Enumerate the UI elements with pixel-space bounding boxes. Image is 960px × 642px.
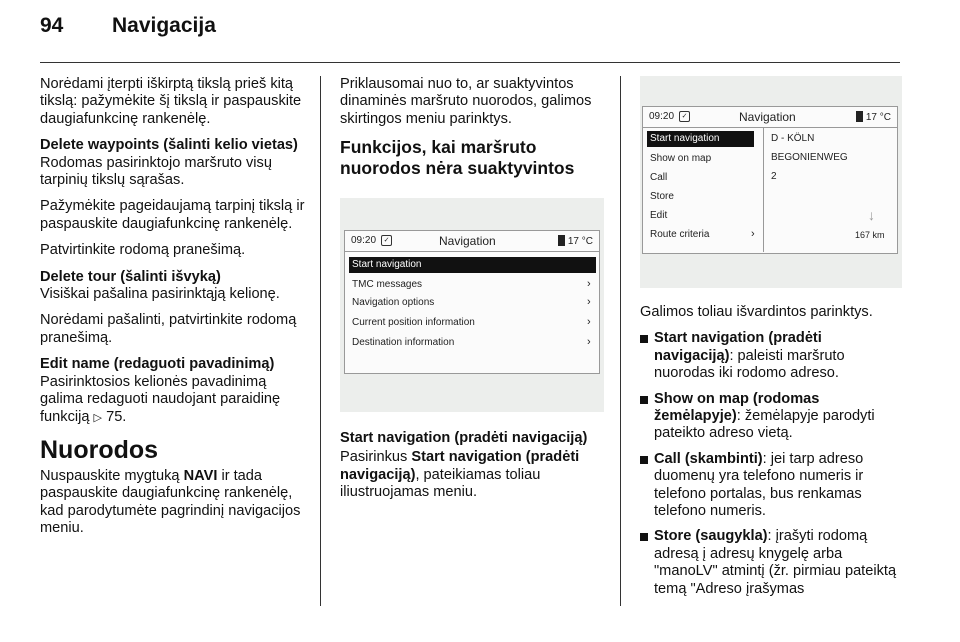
menu-item-start-navigation[interactable]: Start navigation xyxy=(349,257,596,273)
bullet-icon xyxy=(640,335,648,343)
body-text: ir tada paspauskite daugiafunkcinę rankenėlę, kad parodytumėte pagrindinį navigacijos meniu. xyxy=(40,467,301,537)
phone-icon xyxy=(558,235,565,246)
body-text: , pateikiamas toliau iliustruojamas meniu. xyxy=(340,466,541,501)
paragraph xyxy=(40,269,306,304)
bullet-icon xyxy=(640,396,648,404)
menu-item-store[interactable]: Store xyxy=(650,191,674,202)
check-icon: ✓ xyxy=(381,235,392,246)
subsection-heading: Funkcijos, kai maršruto nuorodos nėra suaktyvintos xyxy=(340,137,575,179)
menu-item-navigation-options[interactable]: Navigation options xyxy=(352,297,435,308)
screen-figure-1 xyxy=(340,198,604,412)
menu-item-current-position[interactable]: Current position information xyxy=(352,317,475,328)
column-3 xyxy=(640,304,902,606)
list-item xyxy=(640,391,902,443)
option-description: : žemėlapyje parodyti pateikto adreso vietą. xyxy=(654,408,875,442)
paragraph xyxy=(340,430,604,447)
paragraph xyxy=(40,137,306,189)
body-text: Pasirinkus xyxy=(340,449,408,466)
paragraph: Galimos toliau išvardintos parinktys. xyxy=(640,304,873,320)
option-name: Show on map (rodomas žemėlapyje) xyxy=(654,390,820,425)
subheading: Delete tour (šalinti išvyką) xyxy=(40,268,221,285)
bullet-icon xyxy=(640,456,648,464)
page-title: Navigacija xyxy=(112,14,216,37)
menu-item-call[interactable]: Call xyxy=(650,172,668,183)
menu-item-edit[interactable]: Edit xyxy=(650,210,668,221)
bold-text: Start navigation (pradėti navigaciją) xyxy=(340,449,580,483)
destination-city: D - KÖLN xyxy=(771,133,815,144)
status-bar xyxy=(643,107,897,128)
phone-icon xyxy=(856,111,863,122)
temperature xyxy=(856,111,891,123)
option-description: : paleisti maršruto nuorodas iki rodomo adreso. xyxy=(654,347,845,382)
column-2-lower xyxy=(340,430,604,511)
option-name: Store (saugykla) xyxy=(654,528,768,545)
menu-item-route-criteria[interactable]: Route criteria xyxy=(650,229,710,240)
check-icon: ✓ xyxy=(679,111,690,122)
column-1 xyxy=(40,76,306,547)
paragraph: Norėdami įterpti iškirptą tikslą prieš kitą tikslą: pažymėkite šį tikslą ir paspauskite daugiafunkcinę rankenėlę. xyxy=(40,76,302,127)
navigation-screen xyxy=(642,106,898,254)
body-text: Rodomas pasirinktojo maršruto visų tarpinių tikslų sąrašas. xyxy=(40,154,272,189)
list-item xyxy=(640,330,902,382)
page-number: 94 xyxy=(40,14,64,37)
body-text: Visiškai pašalina pasirinktąją kelionę. xyxy=(40,286,280,303)
option-name: Start navigation (pradėti navigaciją) xyxy=(654,330,822,364)
screen-title: Navigation xyxy=(439,234,496,248)
section-heading: Nuorodos xyxy=(40,435,159,464)
list-item xyxy=(640,451,902,521)
paragraph xyxy=(340,449,604,501)
paragraph: Norėdami pašalinti, patvirtinkite rodomą pranešimą. xyxy=(40,312,297,346)
subheading: Start navigation (pradėti navigaciją) xyxy=(340,430,588,446)
chevron-right-icon: › xyxy=(587,296,591,308)
screen-figure-2 xyxy=(640,76,902,288)
temperature xyxy=(558,235,593,247)
option-description: : jei tarp adreso duomenų yra telefono numeris ir telefono portalas, bus renkamas telefono numeris. xyxy=(654,450,864,520)
paragraph xyxy=(40,356,306,427)
chevron-right-icon: › xyxy=(587,278,591,290)
chevron-right-icon: › xyxy=(751,228,755,240)
arrow-down-icon: ↓ xyxy=(868,207,875,223)
clock-time: 09:20 xyxy=(649,111,675,122)
option-name: Call (skambinti) xyxy=(654,450,763,467)
page-ref: 75. xyxy=(106,408,127,425)
status-bar xyxy=(345,231,599,252)
subheading: Delete waypoints (šalinti kelio vietas) xyxy=(40,137,298,154)
menu-item-start-navigation[interactable]: Start navigation xyxy=(647,131,754,147)
menu-item-show-on-map[interactable]: Show on map xyxy=(650,153,712,164)
bullet-icon xyxy=(640,533,648,541)
subheading: Edit name (redaguoti pavadinimą) xyxy=(40,356,275,373)
temperature-value: 17 °C xyxy=(865,112,891,123)
menu-divider xyxy=(763,128,764,252)
list-item xyxy=(640,528,902,598)
body-text: Nuspauskite mygtuką xyxy=(40,467,180,484)
column-divider-1 xyxy=(320,76,321,606)
paragraph: Pažymėkite pageidaujamą tarpinį tikslą ir paspauskite daugiafunkcinę rankenėlę. xyxy=(40,198,305,232)
paragraph: Priklausomai nuo to, ar suaktyvintos dinaminės maršruto nuorodos, galimos skirtingos meniu parinktys. xyxy=(340,76,592,127)
chevron-right-icon: › xyxy=(587,316,591,328)
option-description: : įrašyti rodomą adresą į adresų knygelę arba "manoLV" atmintį (žr. pirmiau pateiktą temą "Adreso įrašymas xyxy=(654,528,897,597)
paragraph: Patvirtinkite rodomą pranešimą. xyxy=(40,242,246,259)
body-text: Pasirinktosios kelionės pavadinimą galima redaguoti naudojant paraidinę funkciją xyxy=(40,373,281,425)
paragraph xyxy=(40,468,306,538)
chevron-right-icon: › xyxy=(587,336,591,348)
temperature-value: 17 °C xyxy=(567,236,593,247)
menu-item-tmc-messages[interactable]: TMC messages xyxy=(352,279,423,290)
column-2 xyxy=(340,76,604,189)
page-ref-arrow-icon: ▷ xyxy=(93,411,103,424)
navigation-screen xyxy=(344,230,600,374)
column-divider-2 xyxy=(620,76,621,606)
clock-time: 09:20 xyxy=(351,235,377,246)
screen-title: Navigation xyxy=(739,110,796,124)
distance-readout: 167 km xyxy=(855,230,885,240)
menu-item-destination-information[interactable]: Destination information xyxy=(352,337,455,348)
destination-number: 2 xyxy=(771,171,777,182)
navi-key-label: NAVI xyxy=(183,467,218,484)
header-rule xyxy=(40,62,900,63)
destination-street: BEGONIENWEG xyxy=(771,152,848,163)
